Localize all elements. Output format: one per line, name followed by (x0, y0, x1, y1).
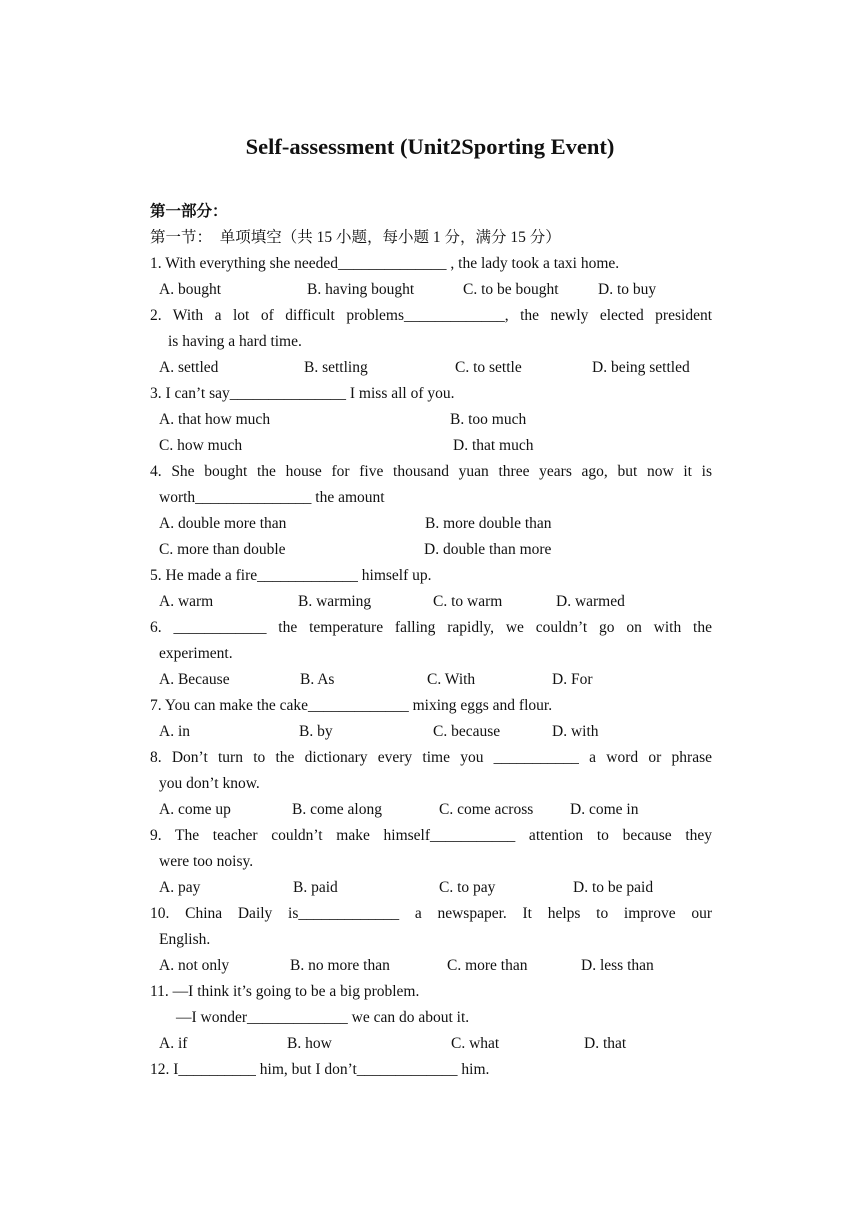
question-5-option-a: A. warm (159, 593, 214, 610)
question-10-stem: 10. China Daily is_____________ a newspaper. It helps to improve our (150, 905, 712, 922)
question-5-option-b: B. warming (298, 593, 372, 610)
question-8-stem: 8. Don’t turn to the dictionary every time you ___________ a word or phrase (150, 749, 712, 766)
question-9-stem: 9. The teacher couldn’t make himself___________ attention to because they (150, 827, 712, 844)
question-9-option-c: C. to pay (439, 879, 496, 896)
question-8-option-d: D. come in (570, 801, 639, 818)
question-8-stem-continued: you don’t know. (159, 775, 260, 792)
question-3-option-a: A. that how much (159, 411, 271, 428)
question-11-option-a: A. if (159, 1035, 188, 1052)
question-1-stem: 1. With everything she needed______________ , the lady took a taxi home. (150, 255, 620, 272)
question-9-stem-continued: were too noisy. (159, 853, 254, 870)
question-7-option-a: A. in (159, 723, 190, 740)
question-9-option-b: B. paid (293, 879, 338, 896)
question-2-option-b: B. settling (304, 359, 368, 376)
question-1-option-a: A. bought (159, 281, 221, 298)
question-6-option-b: B. As (300, 671, 335, 688)
question-11-option-c: C. what (451, 1035, 500, 1052)
question-1-option-d: D. to buy (598, 281, 657, 298)
question-8-option-b: B. come along (292, 801, 382, 818)
question-6-option-c: C. With (427, 671, 476, 688)
question-5-option-c: C. to warm (433, 593, 503, 610)
question-2-option-d: D. being settled (592, 359, 690, 376)
question-4-option-b: B. more double than (425, 515, 552, 532)
question-3-option-b: B. too much (450, 411, 527, 428)
question-5-stem: 5. He made a fire_____________ himself up. (150, 567, 432, 584)
question-11-option-b: B. how (287, 1035, 332, 1052)
question-3-option-c: C. how much (159, 437, 243, 454)
question-10-option-a: A. not only (159, 957, 230, 974)
part-heading: 第一部分： (150, 203, 228, 220)
question-11-option-d: D. that (584, 1035, 627, 1052)
question-9-option-d: D. to be paid (573, 879, 654, 896)
question-6-stem-continued: experiment. (159, 645, 233, 662)
question-6-stem: 6. ____________ the temperature falling rapidly, we couldn’t go on with the (150, 619, 712, 636)
question-7-option-d: D. with (552, 723, 599, 740)
question-9-option-a: A. pay (159, 879, 201, 896)
question-4-option-c: C. more than double (159, 541, 286, 558)
question-3-option-d: D. that much (453, 437, 534, 454)
question-1-option-b: B. having bought (307, 281, 415, 298)
question-10-option-c: C. more than (447, 957, 528, 974)
question-10-stem-continued: English. (159, 931, 211, 948)
question-6-option-a: A. Because (159, 671, 230, 688)
question-10-option-b: B. no more than (290, 957, 390, 974)
question-2-option-a: A. settled (159, 359, 219, 376)
question-8-option-c: C. come across (439, 801, 534, 818)
question-5-option-d: D. warmed (556, 593, 625, 610)
question-4-option-a: A. double more than (159, 515, 287, 532)
question-4-option-d: D. double than more (424, 541, 552, 558)
question-7-option-b: B. by (299, 723, 333, 740)
question-4-stem-continued: worth_______________ the amount (159, 489, 385, 506)
question-8-option-a: A. come up (159, 801, 231, 818)
question-11-stem-continued: —I wonder_____________ we can do about it. (176, 1009, 470, 1026)
question-7-stem: 7. You can make the cake_____________ mixing eggs and flour. (150, 697, 553, 714)
question-12-stem: 12. I__________ him, but I don’t_____________ him. (150, 1061, 490, 1078)
section-heading: 第一节： 单项填空（共 15 小题，每小题 1 分，满分 15 分） (150, 229, 561, 246)
question-7-option-c: C. because (433, 723, 501, 740)
question-6-option-d: D. For (552, 671, 593, 688)
question-2-stem: 2. With a lot of difficult problems_____________, the newly elected president (150, 307, 712, 324)
question-1-option-c: C. to be bought (463, 281, 559, 298)
question-3-stem: 3. I can’t say_______________ I miss all of you. (150, 385, 455, 402)
question-2-option-c: C. to settle (455, 359, 522, 376)
question-11-stem: 11. —I think it’s going to be a big problem. (150, 983, 420, 1000)
question-2-stem-continued: is having a hard time. (168, 333, 302, 350)
question-10-option-d: D. less than (581, 957, 654, 974)
page-title: Self-assessment (Unit2Sporting Event) (245, 134, 615, 159)
question-4-stem: 4. She bought the house for five thousand yuan three years ago, but now it is (150, 463, 712, 480)
